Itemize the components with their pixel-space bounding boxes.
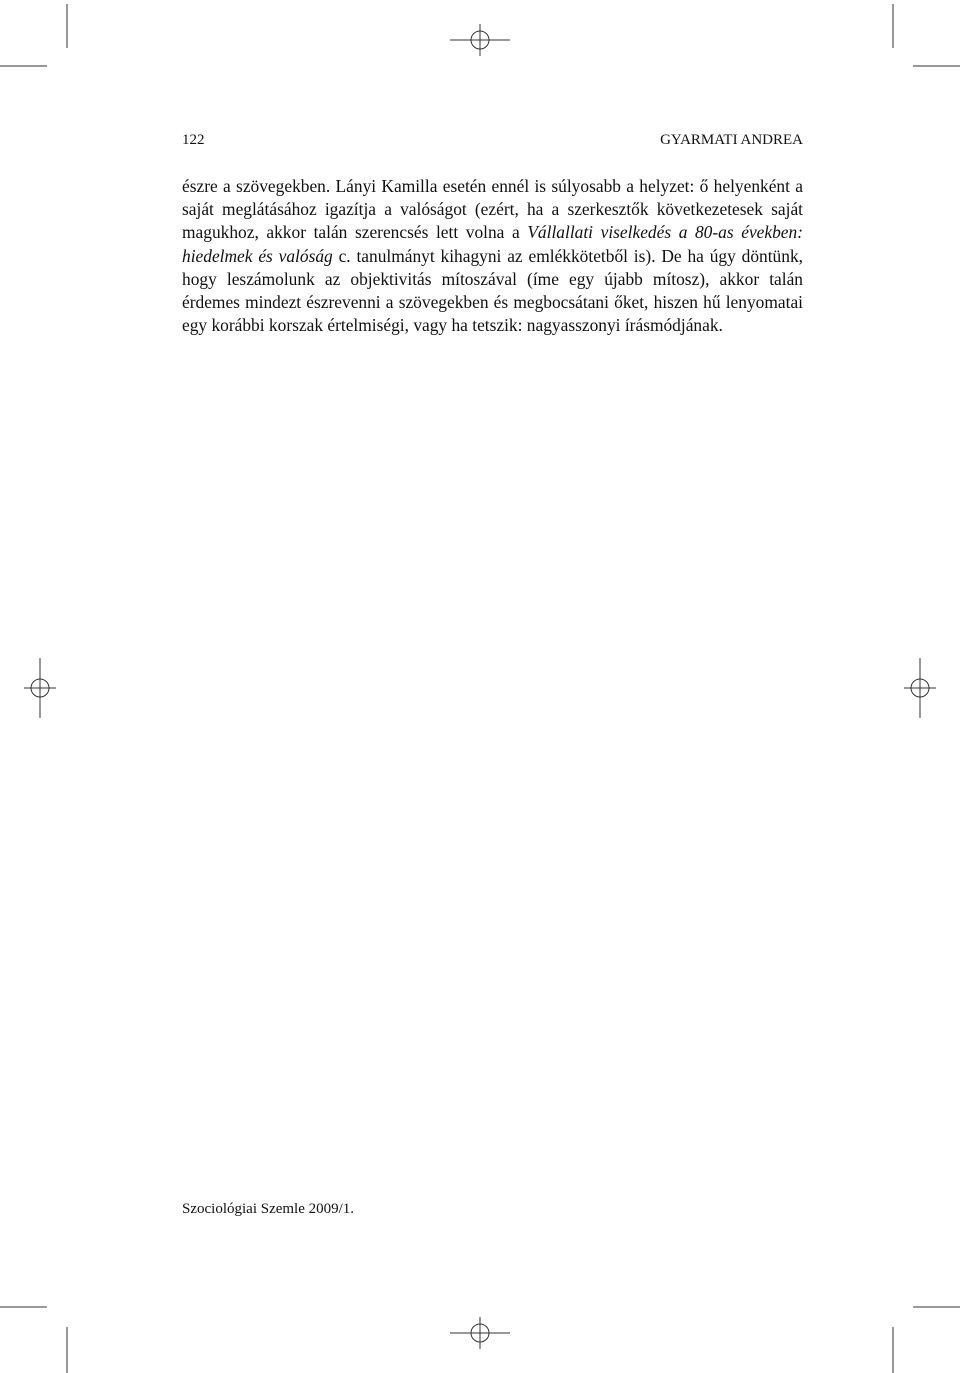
journal-footer: Szociológiai Szemle 2009/1. — [182, 1201, 355, 1217]
paragraph-text-part-2: c. tanulmányt kihagyni az emlékkötetből is). De ha úgy döntünk, hogy leszámolunk az objektivitás mítoszával (íme egy újabb mítosz), akkor talán érdemes mindezt észrevenni a szövegekben és megbocsátani őket, hiszen hű lenyomatai egy korábbi korszak értelmiségi, vagy ha tetszik: nagyasszonyi írásmódjának. — [182, 245, 803, 336]
registration-mark-right — [904, 658, 936, 718]
registration-mark-left — [24, 658, 56, 718]
page-number: 122 — [182, 132, 205, 148]
paragraph-text-part-1: észre a szövegekben. Lányi Kamilla esetén ennél is súlyosabb a helyzet: ő helyenként a saját meglátásához igazítja a valóságot (ezért, ha a szerkesztők következetesek saját magukhoz, akkor talán szerencsés lett volna a — [182, 176, 803, 243]
registration-mark-bottom — [450, 1317, 510, 1349]
italic-study-title: Vállallati viselkedés a 80-as években: hiedelmek és valóság — [182, 222, 803, 266]
registration-mark-top — [450, 24, 510, 56]
body-paragraph — [182, 175, 803, 337]
running-header-author: GYARMATI ANDREA — [660, 132, 803, 148]
